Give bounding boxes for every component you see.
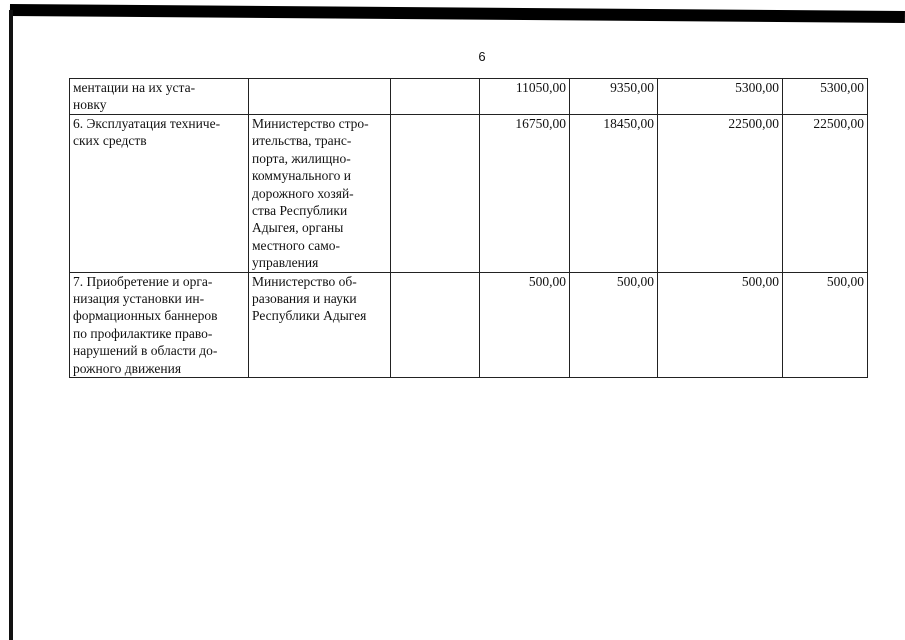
value-cell: 5300,00 [783, 79, 868, 115]
value-cell: 500,00 [783, 272, 868, 377]
executor-line: ства Республики [252, 203, 348, 219]
value-cell: 5300,00 [658, 79, 783, 115]
executor-line: Республики Адыгея [252, 308, 367, 324]
value-cell: 500,00 [658, 272, 783, 377]
value-cell: 500,00 [570, 272, 658, 377]
measure-line: 7. Приобретение и орга- [73, 273, 213, 289]
executor-line: порта, жилищно- [252, 150, 351, 166]
executor-line: дорожного хозяй- [252, 185, 354, 201]
value-cell: 16750,00 [480, 115, 570, 273]
value-cell: 9350,00 [570, 79, 658, 115]
executor-cell [249, 272, 391, 377]
executor-line: Министерство стро- [252, 116, 369, 131]
value-cell: 22500,00 [783, 115, 868, 273]
measure-cell [70, 272, 249, 377]
measure-line: ментации на их уста- [73, 80, 196, 95]
executor-line: коммунального и [252, 168, 351, 184]
scan-left-edge [9, 10, 13, 640]
scan-top-edge [10, 4, 905, 23]
executor-line: Адыгея, органы [252, 220, 344, 236]
executor-cell [249, 79, 391, 115]
table-row [70, 272, 868, 377]
value-cell: 18450,00 [570, 115, 658, 273]
table-row [70, 79, 868, 115]
source-cell [391, 79, 480, 115]
measure-line: низация установки ин- [73, 291, 205, 307]
value-cell: 500,00 [480, 272, 570, 377]
executor-cell [249, 115, 391, 273]
budget-table [69, 78, 868, 378]
measure-line: ских средств [73, 133, 147, 149]
page-number: 6 [478, 49, 486, 64]
measure-line: рожного движения [73, 360, 182, 376]
executor-line: местного само- [252, 237, 341, 253]
measure-cell [70, 115, 249, 273]
executor-line: Министерство об- [252, 273, 357, 289]
source-cell [391, 115, 480, 273]
measure-line: нарушений в области до- [73, 343, 218, 359]
table-row [70, 115, 868, 273]
measure-line: по профилактике право- [73, 325, 213, 341]
measure-line: новку [73, 97, 107, 113]
measure-line: 6. Эксплуатация техниче- [73, 116, 221, 131]
executor-line: ительства, транс- [252, 133, 352, 149]
value-cell: 22500,00 [658, 115, 783, 273]
source-cell [391, 272, 480, 377]
executor-line: разования и науки [252, 291, 357, 307]
measure-cell [70, 79, 249, 115]
value-cell: 11050,00 [480, 79, 570, 115]
executor-line: управления [252, 255, 319, 271]
measure-line: формационных баннеров [73, 308, 218, 324]
